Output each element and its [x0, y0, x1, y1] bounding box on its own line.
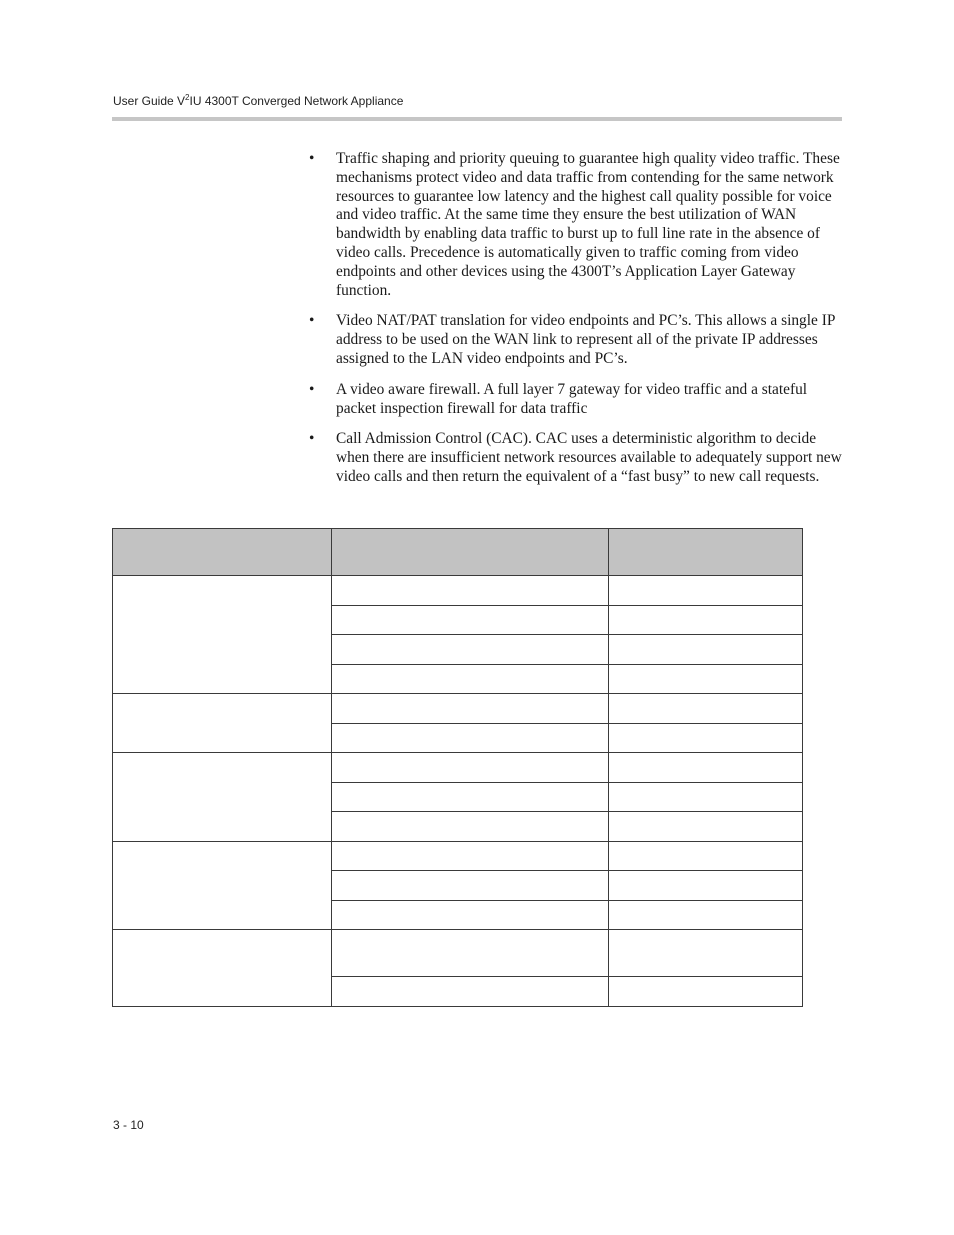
table-cell [609, 782, 803, 812]
table-group-cell [113, 694, 332, 753]
table-row [113, 576, 803, 606]
header-rule [112, 117, 842, 121]
bullet-marker: • [309, 430, 315, 448]
table-cell [332, 635, 609, 665]
table-group-cell [113, 576, 332, 694]
table-cell [609, 635, 803, 665]
table-cell [332, 605, 609, 635]
table-cell [332, 841, 609, 871]
table-cell [332, 930, 609, 977]
bullet-marker: • [309, 380, 315, 398]
running-header [113, 93, 403, 108]
table-row [113, 753, 803, 783]
table-group-cell [113, 930, 332, 1007]
table-cell [609, 723, 803, 753]
bullet-text: Call Admission Control (CAC). CAC uses a deterministic algorithm to decide when there are insufficient network resources available to adequately support new video calls and then return the equivalent of a “fast busy” to new call requests. [336, 430, 842, 485]
table-cell [609, 812, 803, 842]
table-cell [609, 576, 803, 606]
table-row [113, 841, 803, 871]
table-header-row [113, 529, 803, 576]
table-cell [609, 977, 803, 1007]
table-cell [332, 723, 609, 753]
table-cell [332, 694, 609, 724]
table-cell [609, 930, 803, 977]
table-cell [332, 812, 609, 842]
bullet-text: Video NAT/PAT translation for video endpoints and PC’s. This allows a single IP address to be used on the WAN link to represent all of the private IP addresses assigned to the LAN video endpoints and PC’s. [336, 312, 835, 367]
empty-table [112, 528, 803, 1007]
table-cell [332, 977, 609, 1007]
table-cell [609, 694, 803, 724]
table-header-cell [609, 529, 803, 576]
table-cell [332, 576, 609, 606]
bullet-marker: • [309, 150, 315, 167]
header-superscript: 2 [185, 93, 190, 102]
table-cell [332, 753, 609, 783]
header-suffix: IU 4300T Converged Network Appliance [189, 94, 404, 108]
table-cell [609, 900, 803, 930]
bullet-item-firewall [309, 381, 844, 419]
table-cell [609, 753, 803, 783]
table-header-cell [113, 529, 332, 576]
table-cell [332, 664, 609, 694]
bullet-item-traffic-shaping [309, 150, 844, 300]
table-group-cell [113, 841, 332, 930]
table-row [113, 694, 803, 724]
table-cell [609, 605, 803, 635]
table-cell [609, 871, 803, 901]
table-header-cell [332, 529, 609, 576]
table-cell [332, 900, 609, 930]
table-cell [332, 782, 609, 812]
table-row [113, 930, 803, 977]
bullet-text: A video aware firewall. A full layer 7 gateway for video traffic and a stateful packet inspection firewall for data traffic [336, 380, 808, 417]
table-cell [332, 871, 609, 901]
bullet-item-call-admission-control [309, 430, 844, 486]
header-prefix: User Guide V [113, 94, 186, 108]
bullet-marker: • [309, 312, 315, 330]
bullet-item-video-nat [309, 312, 844, 368]
table-group-cell [113, 753, 332, 842]
table-cell [609, 664, 803, 694]
page-number: 3 - 10 [113, 1118, 144, 1132]
bullet-text: Traffic shaping and priority queuing to guarantee high quality video traffic. These mechanisms protect video and data traffic from contending for the same network resources to guarantee low latency and the highest call quality possible for voice and video traffic. At the same time they ensure the best utilization of WAN bandwidth by enabling data traffic to burst up to full line rate in the absence of video calls. Precedence is automatically given to traffic coming from video endpoints and other devices using the 4300T’s Application Layer Gateway function. [336, 150, 840, 299]
feature-bullet-list [309, 150, 844, 499]
table-cell [609, 841, 803, 871]
